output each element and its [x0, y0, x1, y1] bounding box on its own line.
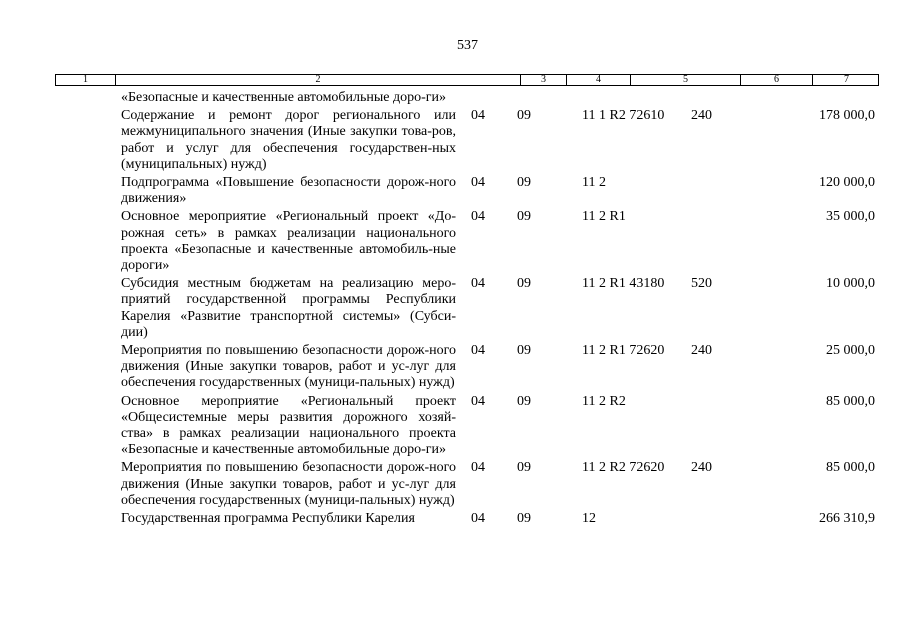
header-col-6: 6: [741, 75, 813, 85]
row-name: Основное мероприятие «Региональный проект «Общесистемные меры развития дорожного хозяй-ства» в рамках реализации национального проекта «Безопасные и качественные автомобильные доро-ги»: [121, 393, 456, 458]
row-expense-type: 520: [691, 276, 712, 292]
row-target-article: 11 2 R1 72620: [582, 343, 665, 359]
row-target-article: 12: [582, 511, 596, 527]
row-subsection: 09: [517, 209, 531, 225]
row-expense-type: 240: [691, 460, 712, 476]
table-body: [0, 90, 905, 527]
row-section: 04: [471, 276, 485, 292]
table-row: [0, 276, 905, 341]
row-section: 04: [471, 393, 485, 409]
row-name: Содержание и ремонт дорог регионального или межмуниципального значения (Иные закупки това-ров, работ и услуг для обеспечения государствен-ных (муниципальных) нужд): [121, 108, 456, 172]
row-section: 04: [471, 460, 485, 476]
row-section: 04: [471, 175, 485, 191]
row-amount: 25 000,0: [826, 343, 875, 359]
row-subsection: 09: [517, 511, 531, 527]
row-target-article: 11 2 R1: [582, 209, 626, 225]
row-amount: 35 000,0: [826, 209, 875, 225]
row-name: Основное мероприятие «Региональный проект «До-рожная сеть» в рамках реализации национального проекта «Безопасные и качественные автомобиль-ные дороги»: [121, 209, 456, 274]
table-row: [0, 108, 905, 173]
row-section: 04: [471, 343, 485, 359]
header-col-3: 3: [521, 75, 567, 85]
row-target-article: 11 2: [582, 175, 606, 191]
row-section: 04: [471, 209, 485, 225]
page-number: 537: [457, 38, 478, 53]
row-subsection: 09: [517, 393, 531, 409]
row-name: Подпрограмма «Повышение безопасности дорож-ного движения»: [121, 175, 456, 207]
row-amount: 178 000,0: [819, 108, 875, 124]
row-target-article: 11 1 R2 72610: [582, 108, 665, 124]
table-row: [0, 209, 905, 274]
header-col-7: 7: [844, 74, 849, 85]
row-target-article: 11 2 R2 72620: [582, 460, 665, 476]
row-amount: 120 000,0: [819, 175, 875, 191]
row-subsection: 09: [517, 276, 531, 292]
row-amount: 10 000,0: [826, 276, 875, 292]
row-expense-type: 240: [691, 343, 712, 359]
header-col-4: 4: [567, 75, 631, 85]
row-subsection: 09: [517, 175, 531, 191]
row-amount: 266 310,9: [819, 511, 875, 527]
row-subsection: 09: [517, 343, 531, 359]
row-section: 04: [471, 511, 485, 527]
header-col-5: 5: [631, 75, 741, 85]
table-row: [0, 460, 905, 509]
header-col-2: 2: [116, 75, 521, 85]
header-col-1: 1: [56, 75, 116, 85]
row-name: «Безопасные и качественные автомобильные доро-ги»: [121, 90, 447, 105]
table-row: [0, 343, 905, 392]
row-name: Субсидия местным бюджетам на реализацию меро-приятий государственной программы Республики Карелия «Развитие транспортной системы» (Субси-дии): [121, 276, 456, 340]
row-name: Мероприятия по повышению безопасности дорож-ного движения (Иные закупки товаров, работ и ус-луг для обеспечения государственных (муници-пальных) нужд): [121, 460, 456, 508]
table-row: [0, 90, 905, 106]
row-expense-type: 240: [691, 108, 712, 124]
row-target-article: 11 2 R2: [582, 393, 626, 409]
table-row: [0, 511, 905, 527]
row-name: Государственная программа Республики Карелия: [121, 511, 415, 527]
table-header: [55, 74, 879, 86]
row-target-article: 11 2 R1 43180: [582, 276, 665, 292]
table-row: [0, 175, 905, 207]
row-name: Мероприятия по повышению безопасности дорож-ного движения (Иные закупки товаров, работ и ус-луг для обеспечения государственных (муници-пальных) нужд): [121, 343, 456, 391]
row-amount: 85 000,0: [826, 460, 875, 476]
table-row: [0, 394, 905, 459]
row-subsection: 09: [517, 108, 531, 124]
row-subsection: 09: [517, 460, 531, 476]
row-amount: 85 000,0: [826, 393, 875, 409]
row-section: 04: [471, 108, 485, 124]
